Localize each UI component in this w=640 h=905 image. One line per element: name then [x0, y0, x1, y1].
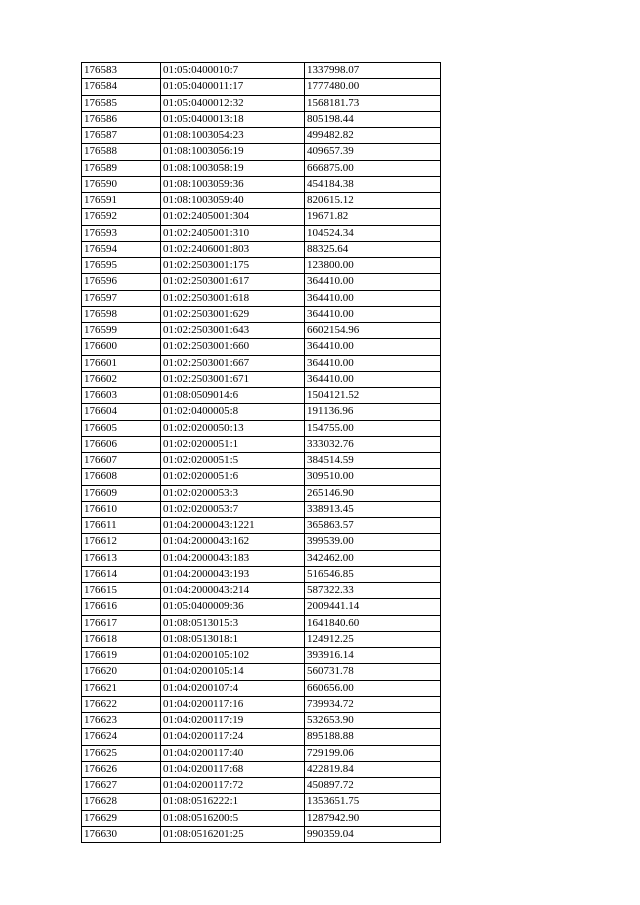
table-row [82, 436, 441, 452]
cadastral-number-cell: 01:02:0200050:13 [161, 420, 305, 436]
amount-cell: 1777480.00 [305, 79, 441, 95]
cadastral-number-cell: 01:02:2405001:310 [161, 225, 305, 241]
cadastral-number-cell: 01:04:0200117:16 [161, 696, 305, 712]
table-row [82, 128, 441, 144]
cadastral-number-cell: 01:08:1003058:19 [161, 160, 305, 176]
amount-cell: 805198.44 [305, 111, 441, 127]
row-id-cell: 176617 [82, 615, 161, 631]
table-row [82, 241, 441, 257]
row-id-cell: 176609 [82, 485, 161, 501]
cadastral-number-cell: 01:04:2000043:1221 [161, 518, 305, 534]
cadastral-number-cell: 01:04:0200117:72 [161, 778, 305, 794]
row-id-cell: 176607 [82, 453, 161, 469]
amount-cell: 88325.64 [305, 241, 441, 257]
cadastral-number-cell: 01:05:0400012:32 [161, 95, 305, 111]
amount-cell: 364410.00 [305, 274, 441, 290]
table-row [82, 469, 441, 485]
row-id-cell: 176622 [82, 696, 161, 712]
cadastral-number-cell: 01:08:0516222:1 [161, 794, 305, 810]
table-row [82, 648, 441, 664]
cadastral-number-cell: 01:08:0509014:6 [161, 388, 305, 404]
table-row [82, 95, 441, 111]
amount-cell: 154755.00 [305, 420, 441, 436]
row-id-cell: 176595 [82, 258, 161, 274]
amount-cell: 393916.14 [305, 648, 441, 664]
table-row [82, 225, 441, 241]
row-id-cell: 176630 [82, 826, 161, 842]
amount-cell: 1337998.07 [305, 63, 441, 79]
row-id-cell: 176605 [82, 420, 161, 436]
amount-cell: 499482.82 [305, 128, 441, 144]
amount-cell: 124912.25 [305, 631, 441, 647]
table-row [82, 258, 441, 274]
row-id-cell: 176584 [82, 79, 161, 95]
amount-cell: 364410.00 [305, 371, 441, 387]
amount-cell: 364410.00 [305, 339, 441, 355]
cadastral-number-cell: 01:05:0400013:18 [161, 111, 305, 127]
row-id-cell: 176604 [82, 404, 161, 420]
table-row [82, 713, 441, 729]
amount-cell: 532653.90 [305, 713, 441, 729]
table-row [82, 111, 441, 127]
cadastral-number-cell: 01:02:2503001:617 [161, 274, 305, 290]
row-id-cell: 176601 [82, 355, 161, 371]
cadastral-number-cell: 01:02:2503001:643 [161, 323, 305, 339]
row-id-cell: 176590 [82, 176, 161, 192]
cadastral-number-cell: 01:05:0400009:36 [161, 599, 305, 615]
amount-cell: 365863.57 [305, 518, 441, 534]
row-id-cell: 176583 [82, 63, 161, 79]
amount-cell: 123800.00 [305, 258, 441, 274]
amount-cell: 895188.88 [305, 729, 441, 745]
amount-cell: 990359.04 [305, 826, 441, 842]
row-id-cell: 176616 [82, 599, 161, 615]
table-row [82, 729, 441, 745]
cadastral-number-cell: 01:04:2000043:162 [161, 534, 305, 550]
table-row [82, 599, 441, 615]
row-id-cell: 176608 [82, 469, 161, 485]
row-id-cell: 176615 [82, 583, 161, 599]
table-row [82, 566, 441, 582]
table-row [82, 79, 441, 95]
amount-cell: 1353651.75 [305, 794, 441, 810]
amount-cell: 309510.00 [305, 469, 441, 485]
table-row [82, 778, 441, 794]
amount-cell: 666875.00 [305, 160, 441, 176]
table-body [82, 63, 441, 843]
amount-cell: 19671.82 [305, 209, 441, 225]
row-id-cell: 176613 [82, 550, 161, 566]
cadastral-number-cell: 01:04:0200105:102 [161, 648, 305, 664]
row-id-cell: 176586 [82, 111, 161, 127]
amount-cell: 1568181.73 [305, 95, 441, 111]
table-row [82, 631, 441, 647]
amount-cell: 2009441.14 [305, 599, 441, 615]
amount-cell: 820615.12 [305, 193, 441, 209]
table-row [82, 696, 441, 712]
row-id-cell: 176593 [82, 225, 161, 241]
row-id-cell: 176624 [82, 729, 161, 745]
amount-cell: 265146.90 [305, 485, 441, 501]
cadastral-number-cell: 01:08:0513018:1 [161, 631, 305, 647]
row-id-cell: 176587 [82, 128, 161, 144]
row-id-cell: 176588 [82, 144, 161, 160]
row-id-cell: 176602 [82, 371, 161, 387]
amount-cell: 1504121.52 [305, 388, 441, 404]
amount-cell: 104524.34 [305, 225, 441, 241]
table-row [82, 193, 441, 209]
cadastral-number-cell: 01:02:2503001:629 [161, 306, 305, 322]
row-id-cell: 176627 [82, 778, 161, 794]
cadastral-number-cell: 01:08:0513015:3 [161, 615, 305, 631]
table-row [82, 63, 441, 79]
cadastral-number-cell: 01:02:2503001:175 [161, 258, 305, 274]
row-id-cell: 176599 [82, 323, 161, 339]
cadastral-number-cell: 01:02:0200053:7 [161, 501, 305, 517]
cadastral-number-cell: 01:02:2405001:304 [161, 209, 305, 225]
amount-cell: 342462.00 [305, 550, 441, 566]
table-row [82, 290, 441, 306]
amount-cell: 660656.00 [305, 680, 441, 696]
row-id-cell: 176589 [82, 160, 161, 176]
cadastral-number-cell: 01:04:2000043:183 [161, 550, 305, 566]
cadastral-number-cell: 01:04:2000043:214 [161, 583, 305, 599]
table-row [82, 664, 441, 680]
amount-cell: 729199.06 [305, 745, 441, 761]
table-row [82, 485, 441, 501]
row-id-cell: 176619 [82, 648, 161, 664]
table-row [82, 550, 441, 566]
cadastral-number-cell: 01:02:0200051:6 [161, 469, 305, 485]
amount-cell: 739934.72 [305, 696, 441, 712]
amount-cell: 560731.78 [305, 664, 441, 680]
table-row [82, 518, 441, 534]
row-id-cell: 176600 [82, 339, 161, 355]
amount-cell: 399539.00 [305, 534, 441, 550]
table-row [82, 534, 441, 550]
amount-cell: 364410.00 [305, 355, 441, 371]
cadastral-number-cell: 01:02:2503001:660 [161, 339, 305, 355]
cadastral-number-cell: 01:08:1003054:23 [161, 128, 305, 144]
row-id-cell: 176612 [82, 534, 161, 550]
row-id-cell: 176606 [82, 436, 161, 452]
table-row [82, 501, 441, 517]
row-id-cell: 176603 [82, 388, 161, 404]
table-row [82, 339, 441, 355]
row-id-cell: 176621 [82, 680, 161, 696]
row-id-cell: 176592 [82, 209, 161, 225]
table-row [82, 745, 441, 761]
table-row [82, 160, 441, 176]
row-id-cell: 176618 [82, 631, 161, 647]
row-id-cell: 176610 [82, 501, 161, 517]
amount-cell: 384514.59 [305, 453, 441, 469]
table-row [82, 453, 441, 469]
row-id-cell: 176629 [82, 810, 161, 826]
cadastral-number-cell: 01:04:2000043:193 [161, 566, 305, 582]
row-id-cell: 176628 [82, 794, 161, 810]
cadastral-number-cell: 01:02:0200053:3 [161, 485, 305, 501]
row-id-cell: 176623 [82, 713, 161, 729]
amount-cell: 6602154.96 [305, 323, 441, 339]
row-id-cell: 176591 [82, 193, 161, 209]
row-id-cell: 176611 [82, 518, 161, 534]
amount-cell: 454184.38 [305, 176, 441, 192]
amount-cell: 422819.84 [305, 761, 441, 777]
cadastral-number-cell: 01:02:2406001:803 [161, 241, 305, 257]
cadastral-number-cell: 01:04:0200117:19 [161, 713, 305, 729]
row-id-cell: 176620 [82, 664, 161, 680]
table-row [82, 583, 441, 599]
row-id-cell: 176626 [82, 761, 161, 777]
cadastral-number-cell: 01:08:0516201:25 [161, 826, 305, 842]
amount-cell: 1287942.90 [305, 810, 441, 826]
cadastral-number-cell: 01:04:0200105:14 [161, 664, 305, 680]
amount-cell: 333032.76 [305, 436, 441, 452]
row-id-cell: 176597 [82, 290, 161, 306]
cadastral-number-cell: 01:04:0200107:4 [161, 680, 305, 696]
row-id-cell: 176594 [82, 241, 161, 257]
table-row [82, 274, 441, 290]
cadastral-number-cell: 01:02:0400005:8 [161, 404, 305, 420]
table-row [82, 680, 441, 696]
row-id-cell: 176585 [82, 95, 161, 111]
table-row [82, 176, 441, 192]
amount-cell: 587322.33 [305, 583, 441, 599]
cadastral-number-cell: 01:08:1003059:40 [161, 193, 305, 209]
row-id-cell: 176596 [82, 274, 161, 290]
table-row [82, 388, 441, 404]
cadastral-number-cell: 01:02:0200051:5 [161, 453, 305, 469]
table-row [82, 371, 441, 387]
amount-cell: 191136.96 [305, 404, 441, 420]
table-row [82, 355, 441, 371]
amount-cell: 364410.00 [305, 290, 441, 306]
row-id-cell: 176614 [82, 566, 161, 582]
cadastral-number-cell: 01:04:0200117:68 [161, 761, 305, 777]
amount-cell: 516546.85 [305, 566, 441, 582]
amount-cell: 409657.39 [305, 144, 441, 160]
cadastral-number-cell: 01:04:0200117:24 [161, 729, 305, 745]
table-row [82, 794, 441, 810]
cadastral-number-cell: 01:08:1003059:36 [161, 176, 305, 192]
table-row [82, 810, 441, 826]
table-row [82, 144, 441, 160]
row-id-cell: 176625 [82, 745, 161, 761]
cadastral-number-cell: 01:02:2503001:618 [161, 290, 305, 306]
table-row [82, 761, 441, 777]
cadastral-number-cell: 01:02:2503001:671 [161, 371, 305, 387]
table-row [82, 323, 441, 339]
table-row [82, 209, 441, 225]
cadastral-number-cell: 01:04:0200117:40 [161, 745, 305, 761]
data-table [81, 62, 441, 843]
table-row [82, 420, 441, 436]
cadastral-number-cell: 01:02:2503001:667 [161, 355, 305, 371]
cadastral-number-cell: 01:05:0400010:7 [161, 63, 305, 79]
amount-cell: 1641840.60 [305, 615, 441, 631]
table-row [82, 826, 441, 842]
amount-cell: 338913.45 [305, 501, 441, 517]
row-id-cell: 176598 [82, 306, 161, 322]
cadastral-number-cell: 01:02:0200051:1 [161, 436, 305, 452]
cadastral-number-cell: 01:08:1003056:19 [161, 144, 305, 160]
amount-cell: 450897.72 [305, 778, 441, 794]
cadastral-number-cell: 01:08:0516200:5 [161, 810, 305, 826]
table-row [82, 306, 441, 322]
table-row [82, 615, 441, 631]
amount-cell: 364410.00 [305, 306, 441, 322]
table-row [82, 404, 441, 420]
cadastral-number-cell: 01:05:0400011:17 [161, 79, 305, 95]
